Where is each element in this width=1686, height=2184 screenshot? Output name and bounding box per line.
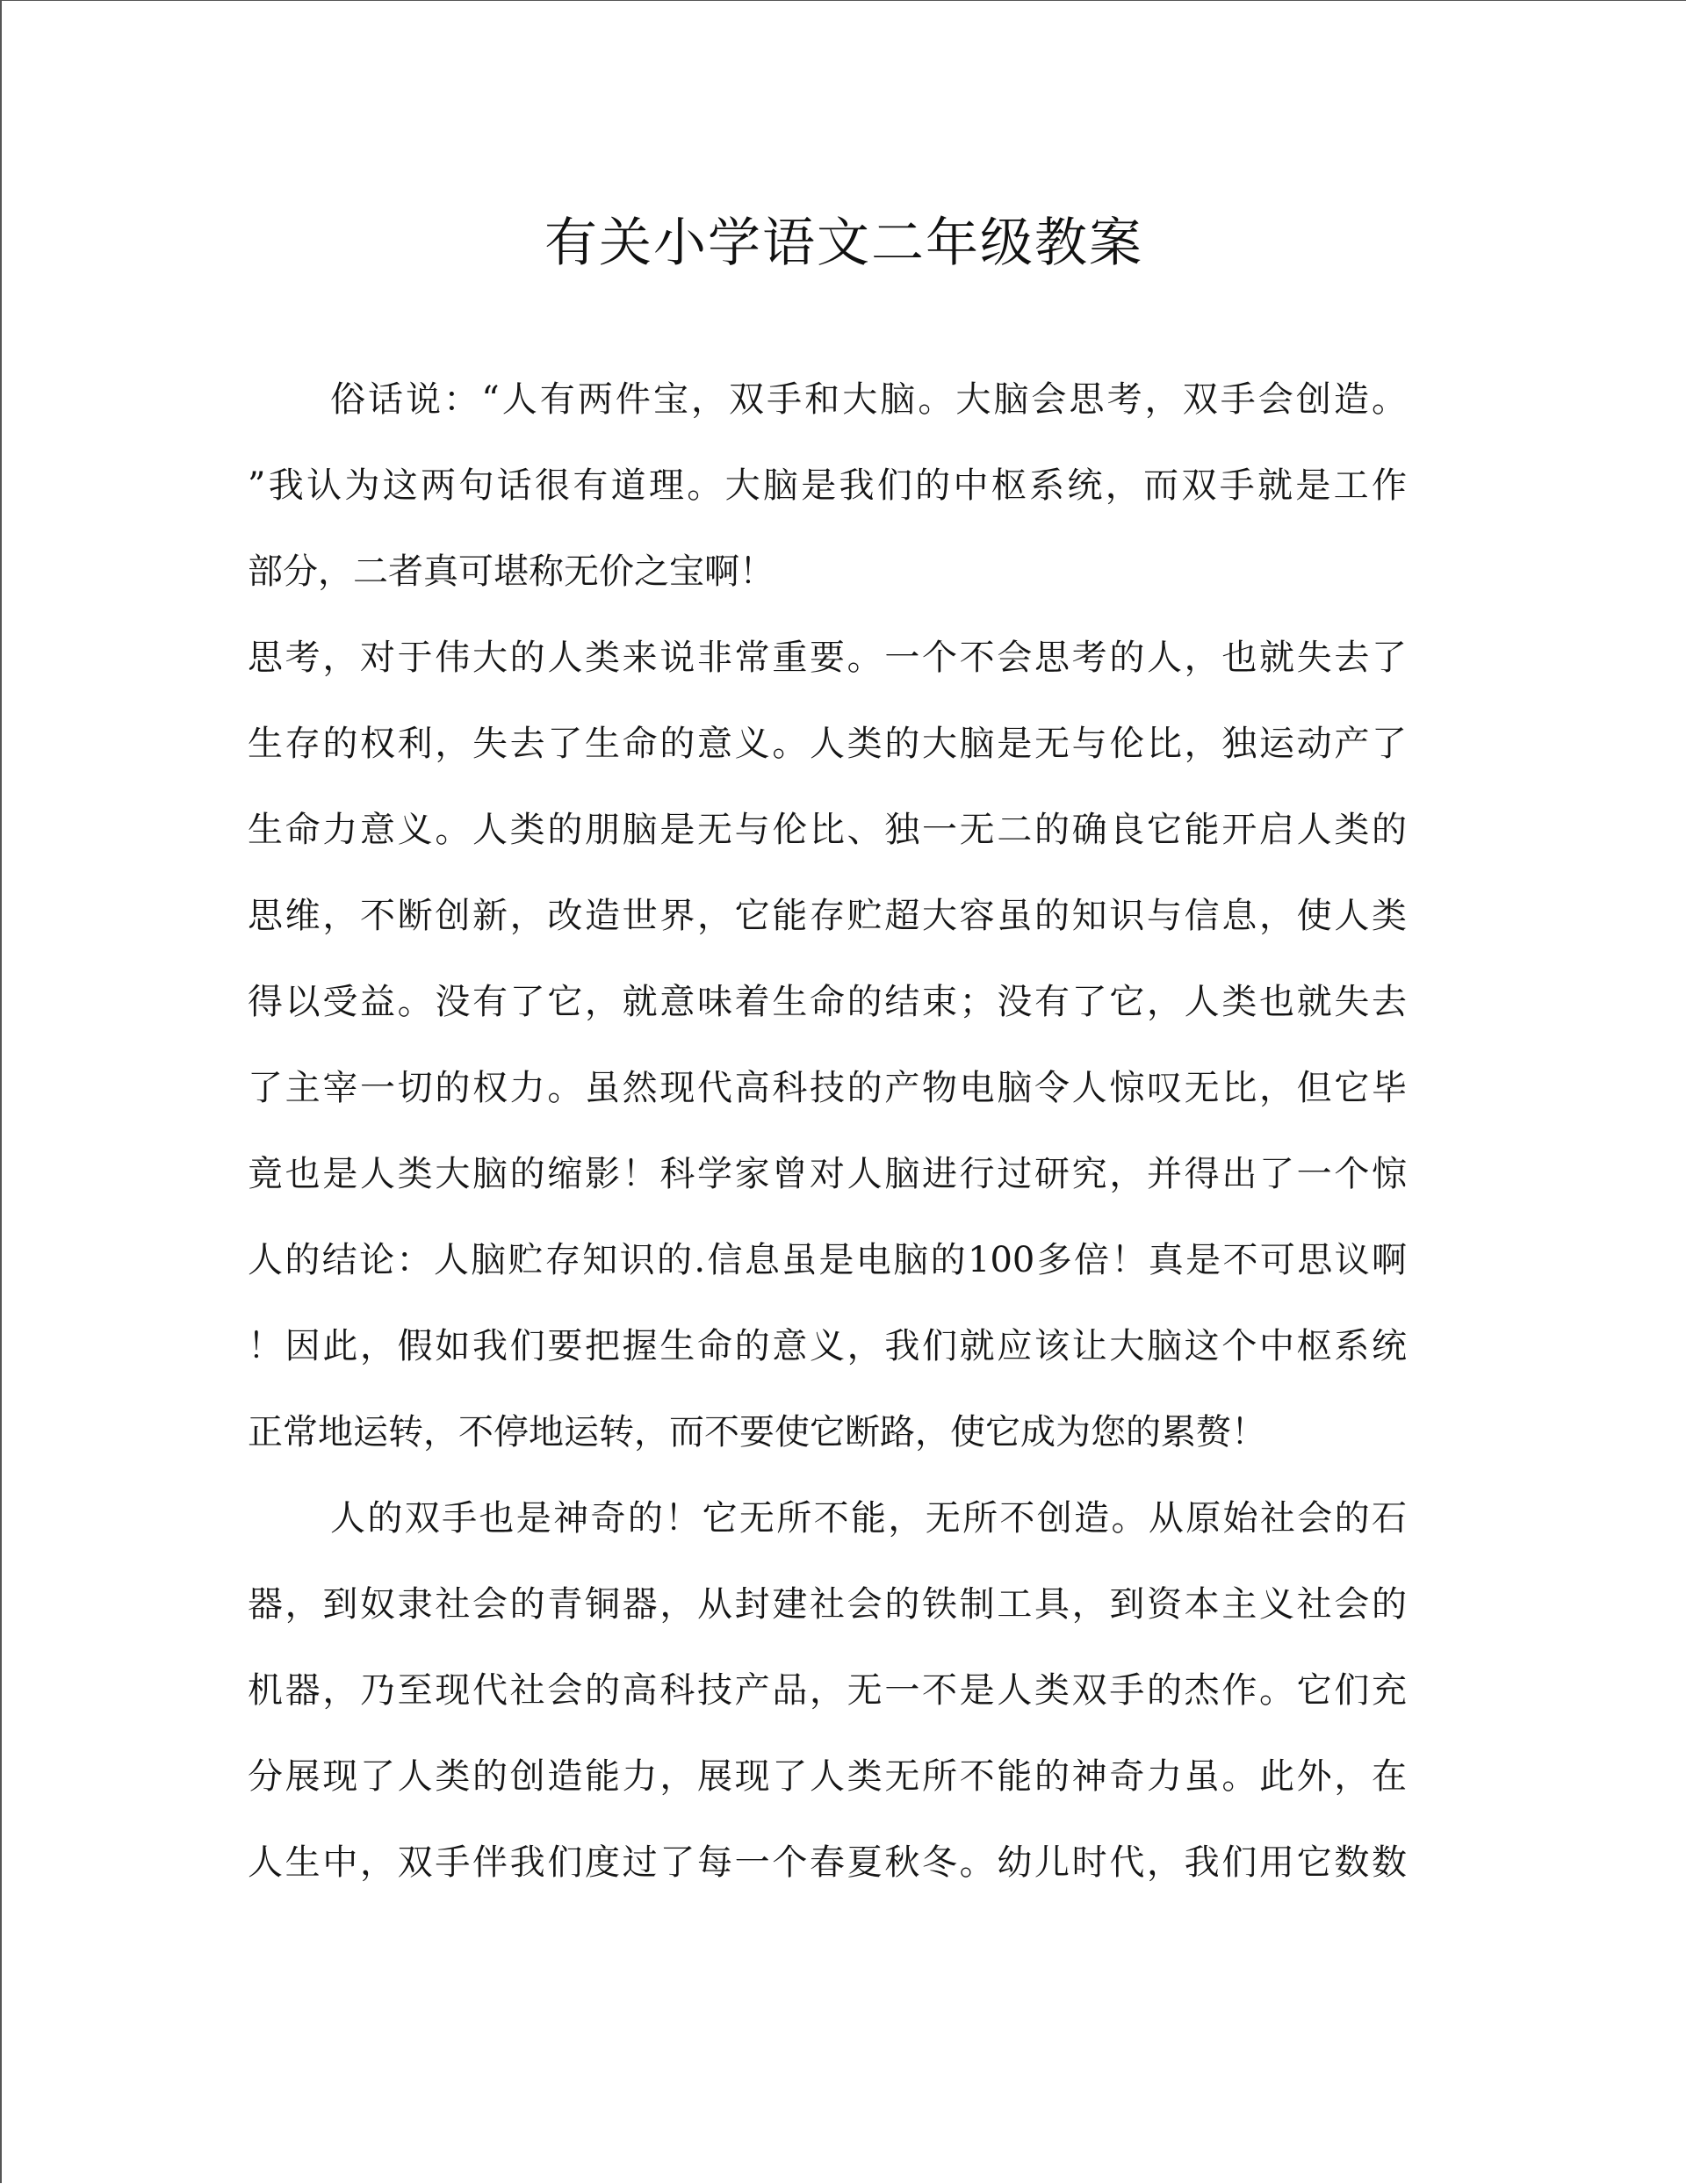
paragraph-2-line-8: 人的结论：人脑贮存知识的.信息虽是电脑的100多倍！真是不可思议啊 [248,1240,1407,1280]
paragraph-2-line-4: 思维，不断创新，改造世界，它能存贮超大容虽的知识与信息，使人类 [248,896,1407,936]
paragraph-2-line-7: 竟也是人类大脑的缩影！科学家曾对人脑进行过研究，并得出了一个惊 [248,1154,1407,1194]
paragraph-2-line-3: 生命力意义。人类的朋脑是无与伦比、独一无二的确良它能开启人类的 [248,810,1407,850]
document-title: 有关小学语文二年级教案 [544,213,1143,274]
paragraph-2-line-10: 正常地运转，不停地运转，而不要使它断路，使它成为您的累赘！ [248,1412,1266,1452]
paragraph-3-line-4: 分展现了人类的创造能力，展现了人类无所不能的神奇力虽。此外，在 [248,1756,1407,1797]
paragraph-2-line-5: 得以受益。没有了它，就意味着生命的结束；没有了它，人类也就失去 [248,982,1407,1022]
paragraph-2-line-9: ！因此，假如我们要把握生命的意义，我们就应该让大脑这个中枢系统 [248,1326,1407,1366]
paragraph-1-line-3: 部分，二者真可堪称无价之宝啊！ [248,551,775,592]
paragraph-1-line-1: 俗话说：“人有两件宝，双手和大脑。大脑会思考，双手会创造。 [330,379,1407,420]
paragraph-3-line-3: 机器，乃至现代社会的高科技产品，无一不是人类双手的杰作。它们充 [248,1670,1407,1711]
paragraph-2-line-1: 思考，对于伟大的人类来说非常重要。一个不会思考的人，也就失去了 [248,638,1407,678]
paragraph-3-line-1: 人的双手也是神奇的！它无所不能，无所不创造。从原始社会的石 [330,1498,1407,1539]
paragraph-1-line-2: ”我认为这两句话很有道理。大脑是我们的中枢系统，而双手就是工作 [248,465,1407,506]
paragraph-2-line-6: 了主宰一切的权力。虽然现代高科技的产物电脑令人惊叹无比，但它毕 [248,1068,1407,1108]
paragraph-2-line-2: 生存的权利，失去了生命的意义。人类的大脑是无与伦比，独运动产了 [248,724,1407,764]
paragraph-3-line-2: 器，到奴隶社会的青铜器，从封建社会的铁制工具，到资本主义社会的 [248,1584,1407,1625]
paragraph-3-line-5: 人生中，双手伴我们度过了每一个春夏秋冬。幼儿时代，我们用它数数 [248,1842,1407,1883]
